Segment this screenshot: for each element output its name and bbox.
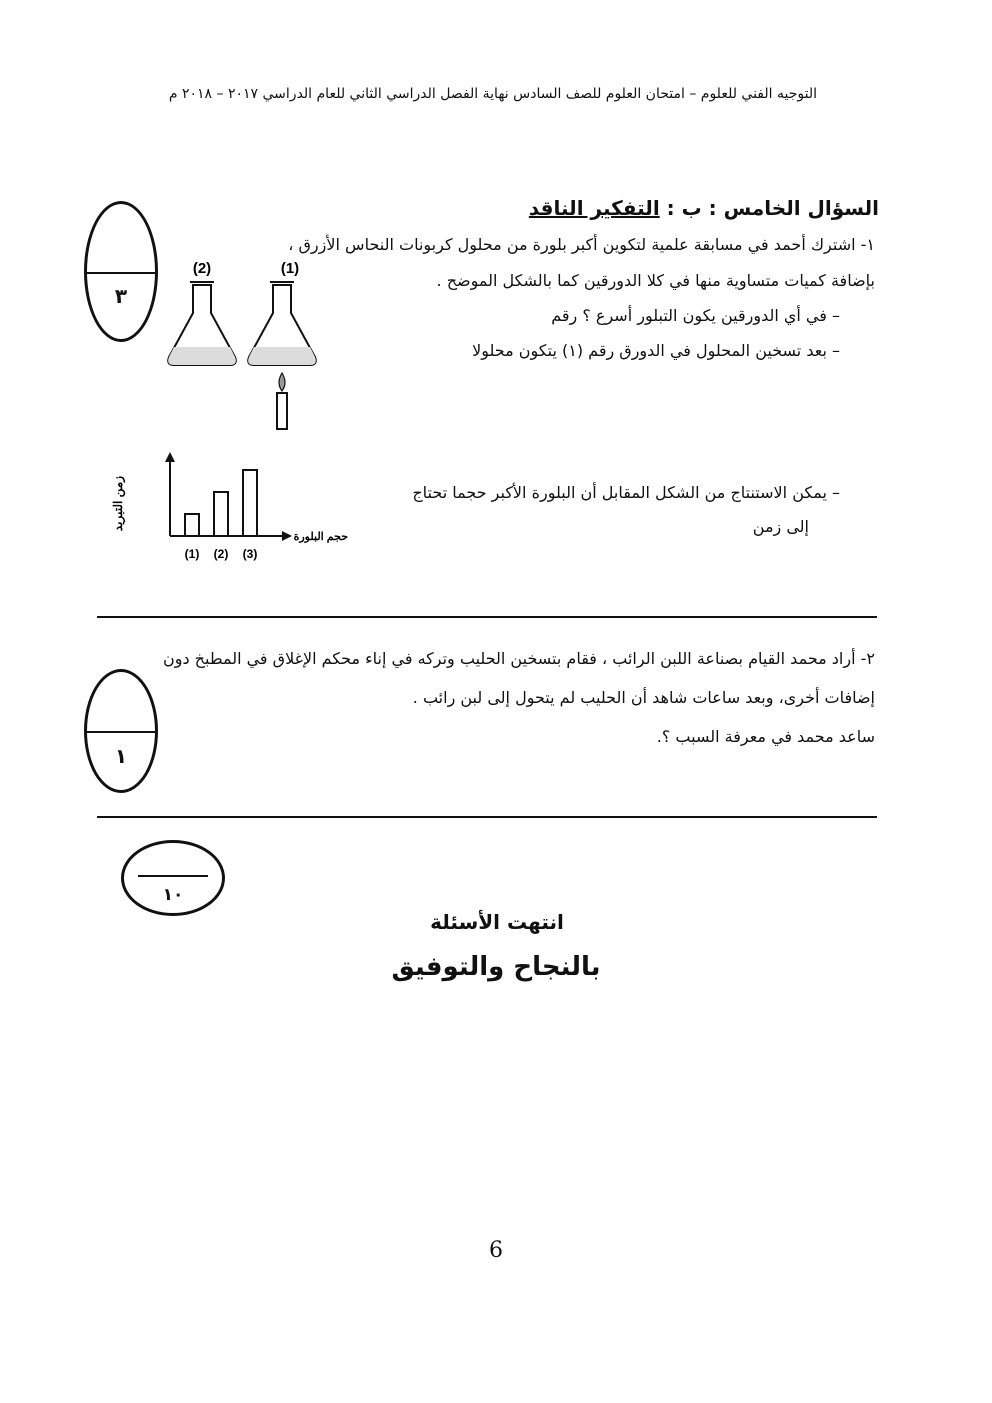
flask-label-1: (1) [280,260,300,277]
page-number: 6 [489,1238,503,1263]
q2-line1: ٢- أراد محمد القيام بصناعة اللبن الرائب ، فقام بتسخين الحليب وتركه في إناء محكم الإغلاق في المطبخ دون [162,649,875,668]
chart-tick-label-1: (1) [184,547,200,561]
chart-x-arrow [282,531,292,541]
score-box-q5 [84,201,158,342]
q5-item1-line6: إلى زمن [752,517,809,536]
q5-item1-line2: بإضافة كميات متساوية منها في كلا الدورقين كما بالشكل الموضح . [436,271,875,290]
flask-label-2: (2) [192,260,212,277]
score-box-q2 [84,669,158,793]
flask-1-icon [248,282,316,365]
score-box-q5-value: ٣ [114,284,128,308]
chart-tick-label-3: (3) [242,547,258,561]
divider-1 [97,616,877,618]
q2-line2: إضافات أخرى، وبعد ساعات شاهد أن الحليب لم يتحول إلى لبن رائب . [412,688,875,707]
q5-item1-line3: – في أي الدورقين يكون التبلور أسرع ؟ رقم [551,306,840,325]
chart-ylabel: زمن التبريد [111,476,125,532]
total-score-value: ١٠ [162,885,184,905]
q5-item1-line5: – يمكن الاستنتاج من الشكل المقابل أن البلورة الأكبر حجما تحتاج [412,483,840,502]
question5-label: السؤال الخامس : ب : [659,196,879,220]
q5-item1-line1: ١- اشترك أحمد في مسابقة علمية لتكوين أكبر بلورة من محلول كربونات النحاس الأزرق ، [288,235,875,254]
total-score-box [121,840,225,916]
question5-section: التفكير الناقد [528,196,660,220]
chart-y-arrow [165,452,175,462]
chart-bar-3 [243,470,257,536]
chart-bar-1 [185,514,199,536]
q5-item1-line4: – بعد تسخين المحلول في الدورق رقم (١) يتكون محلولا [472,341,840,360]
chart-xlabel: حجم البلورة [293,531,348,543]
chart-bar-2 [214,492,228,536]
divider-2 [97,816,877,818]
q2-line3: ساعد محمد في معرفة السبب ؟. [656,727,875,746]
exam-header: التوجيه الفني للعلوم – امتحان العلوم للصف السادس نهاية الفصل الدراسي الثاني للعام الدراسي ٢٠١٧ – ٢٠١٨ م [168,86,817,102]
flasks-figure [160,255,320,433]
score-box-q2-value: ١ [114,744,128,768]
questions-ended: انتهت الأسئلة [430,910,564,934]
good-luck-text: بالنجاح والتوفيق [391,952,601,982]
cooling-time-chart [108,448,348,568]
question5-title [529,196,879,220]
chart-tick-label-2: (2) [213,547,229,561]
candle-flame-icon [277,373,287,429]
flask-2-icon [168,282,236,365]
